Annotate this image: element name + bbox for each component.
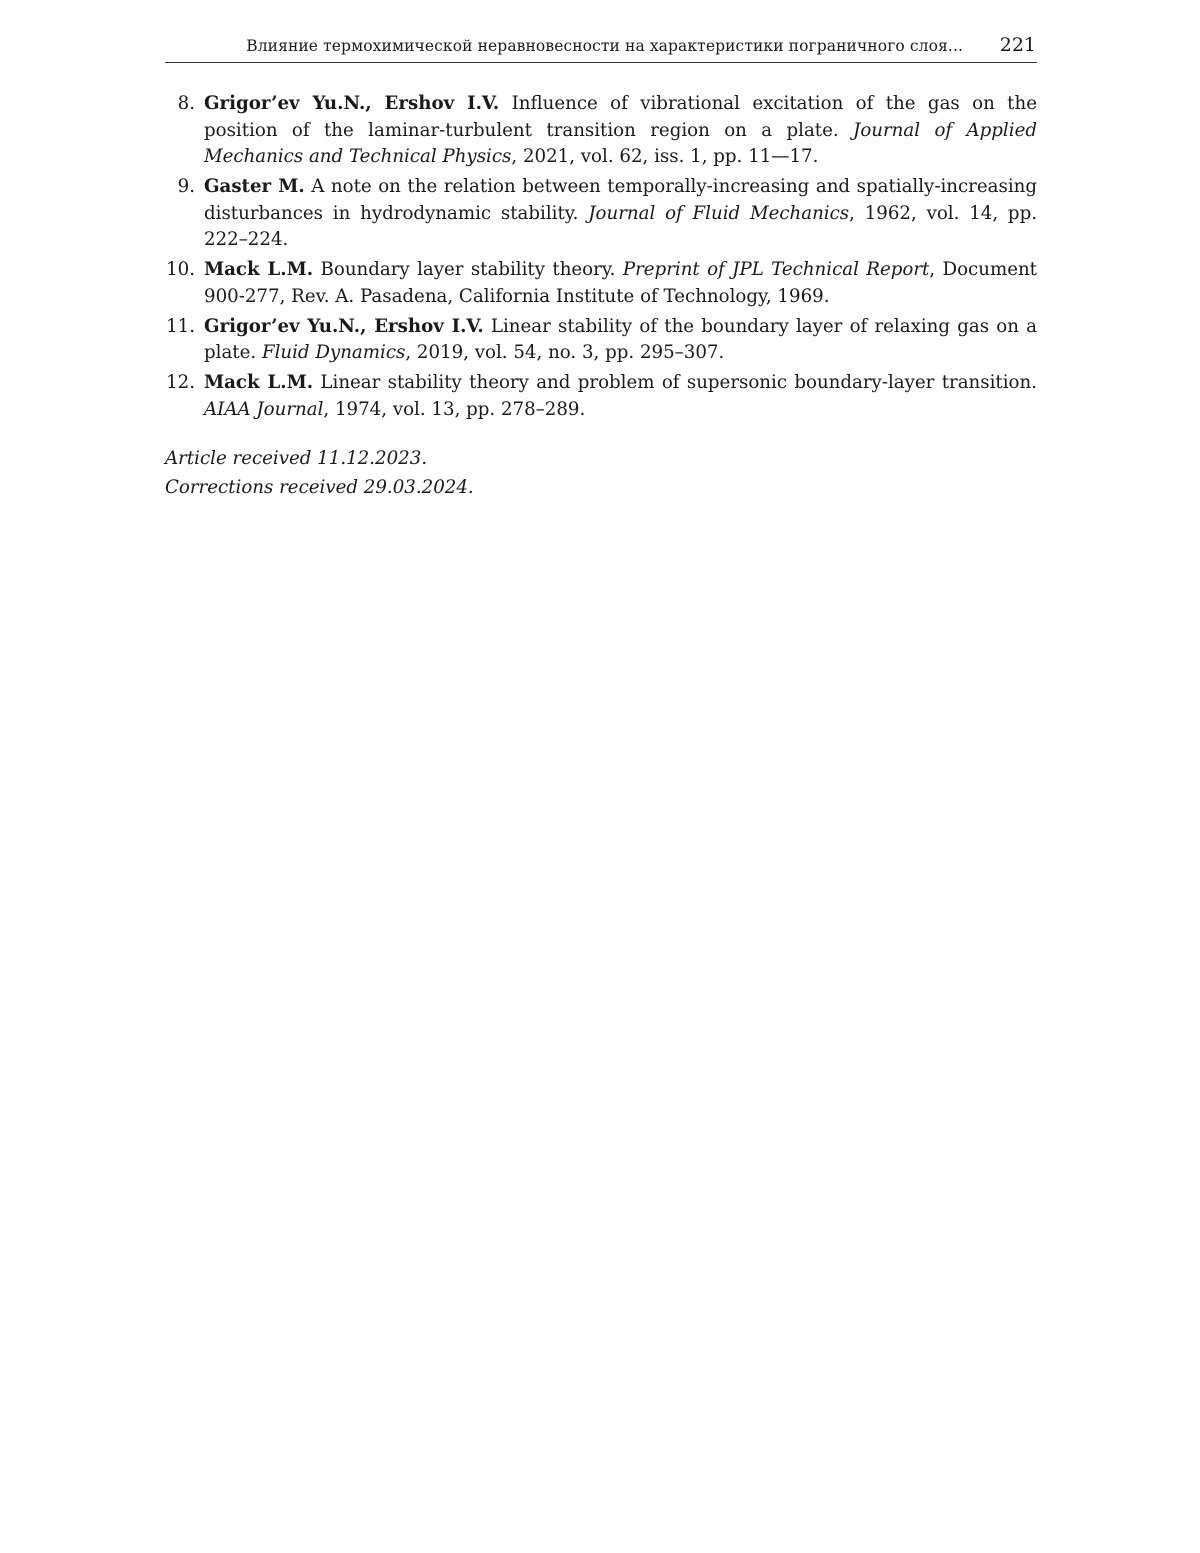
reference-authors: Mack L.M. (204, 372, 314, 393)
reference-details: , 1974, vol. 13, pp. 278–289. (323, 398, 586, 420)
received-dates (165, 444, 1037, 502)
running-title: Влияние термохимической неравновесности на характеристики пограничного слоя... (246, 37, 963, 55)
reference-source: Fluid Dynamics (261, 342, 406, 363)
page (165, 0, 1037, 502)
reference-title: Linear stability of the boundary layer of relaxing gas on a plate. (204, 315, 1037, 363)
running-header (165, 0, 1037, 63)
article-received: Article received 11.12.2023. (165, 448, 428, 469)
corrections-received: Corrections received 29.03.2024. (165, 477, 474, 498)
reference-number: 12. (166, 372, 195, 393)
reference-number: 9. (177, 176, 195, 197)
reference-item (165, 314, 1037, 367)
reference-source: Journal of Fluid Mechanics (588, 202, 850, 224)
reference-details: , Document 900-277, Rev. A. Pasadena, California Institute of Technology, 1969. (204, 259, 1037, 307)
reference-number: 8. (177, 93, 195, 114)
reference-authors: Mack L.M. (204, 259, 314, 280)
page-number: 221 (999, 34, 1036, 56)
reference-source: Journal of Applied Mechanics and Technical Physics (204, 119, 1037, 167)
reference-item (165, 174, 1037, 254)
reference-list (165, 91, 1037, 423)
reference-details: , 2019, vol. 54, no. 3, pp. 295–307. (405, 342, 725, 363)
reference-item (165, 370, 1037, 423)
reference-number: 11. (166, 315, 195, 337)
reference-number: 10. (166, 259, 195, 280)
reference-details: , 1962, vol. 14, pp. 222–224. (204, 202, 1037, 250)
reference-item (165, 91, 1037, 171)
reference-authors: Grigor’ev Yu.N., Ershov I.V. (204, 93, 500, 114)
reference-title: Linear stability theory and problem of supersonic boundary-layer transition. (320, 372, 1037, 393)
reference-title: Boundary layer stability theory. (320, 259, 616, 280)
reference-item (165, 257, 1037, 310)
reference-source: Preprint of JPL Technical Report (622, 259, 930, 280)
reference-details: , 2021, vol. 62, iss. 1, pp. 11—17. (511, 146, 819, 167)
reference-title: Influence of vibrational excitation of the gas on the position of the laminar-turbulent transition region on a plate. (204, 93, 1037, 141)
reference-title: A note on the relation between temporally-increasing and spatially-increasing disturbances in hydrodynamic stability. (204, 176, 1037, 224)
reference-authors: Grigor’ev Yu.N., Ershov I.V. (204, 315, 484, 337)
reference-authors: Gaster M. (204, 176, 305, 197)
reference-source: AIAA Journal (204, 398, 324, 420)
